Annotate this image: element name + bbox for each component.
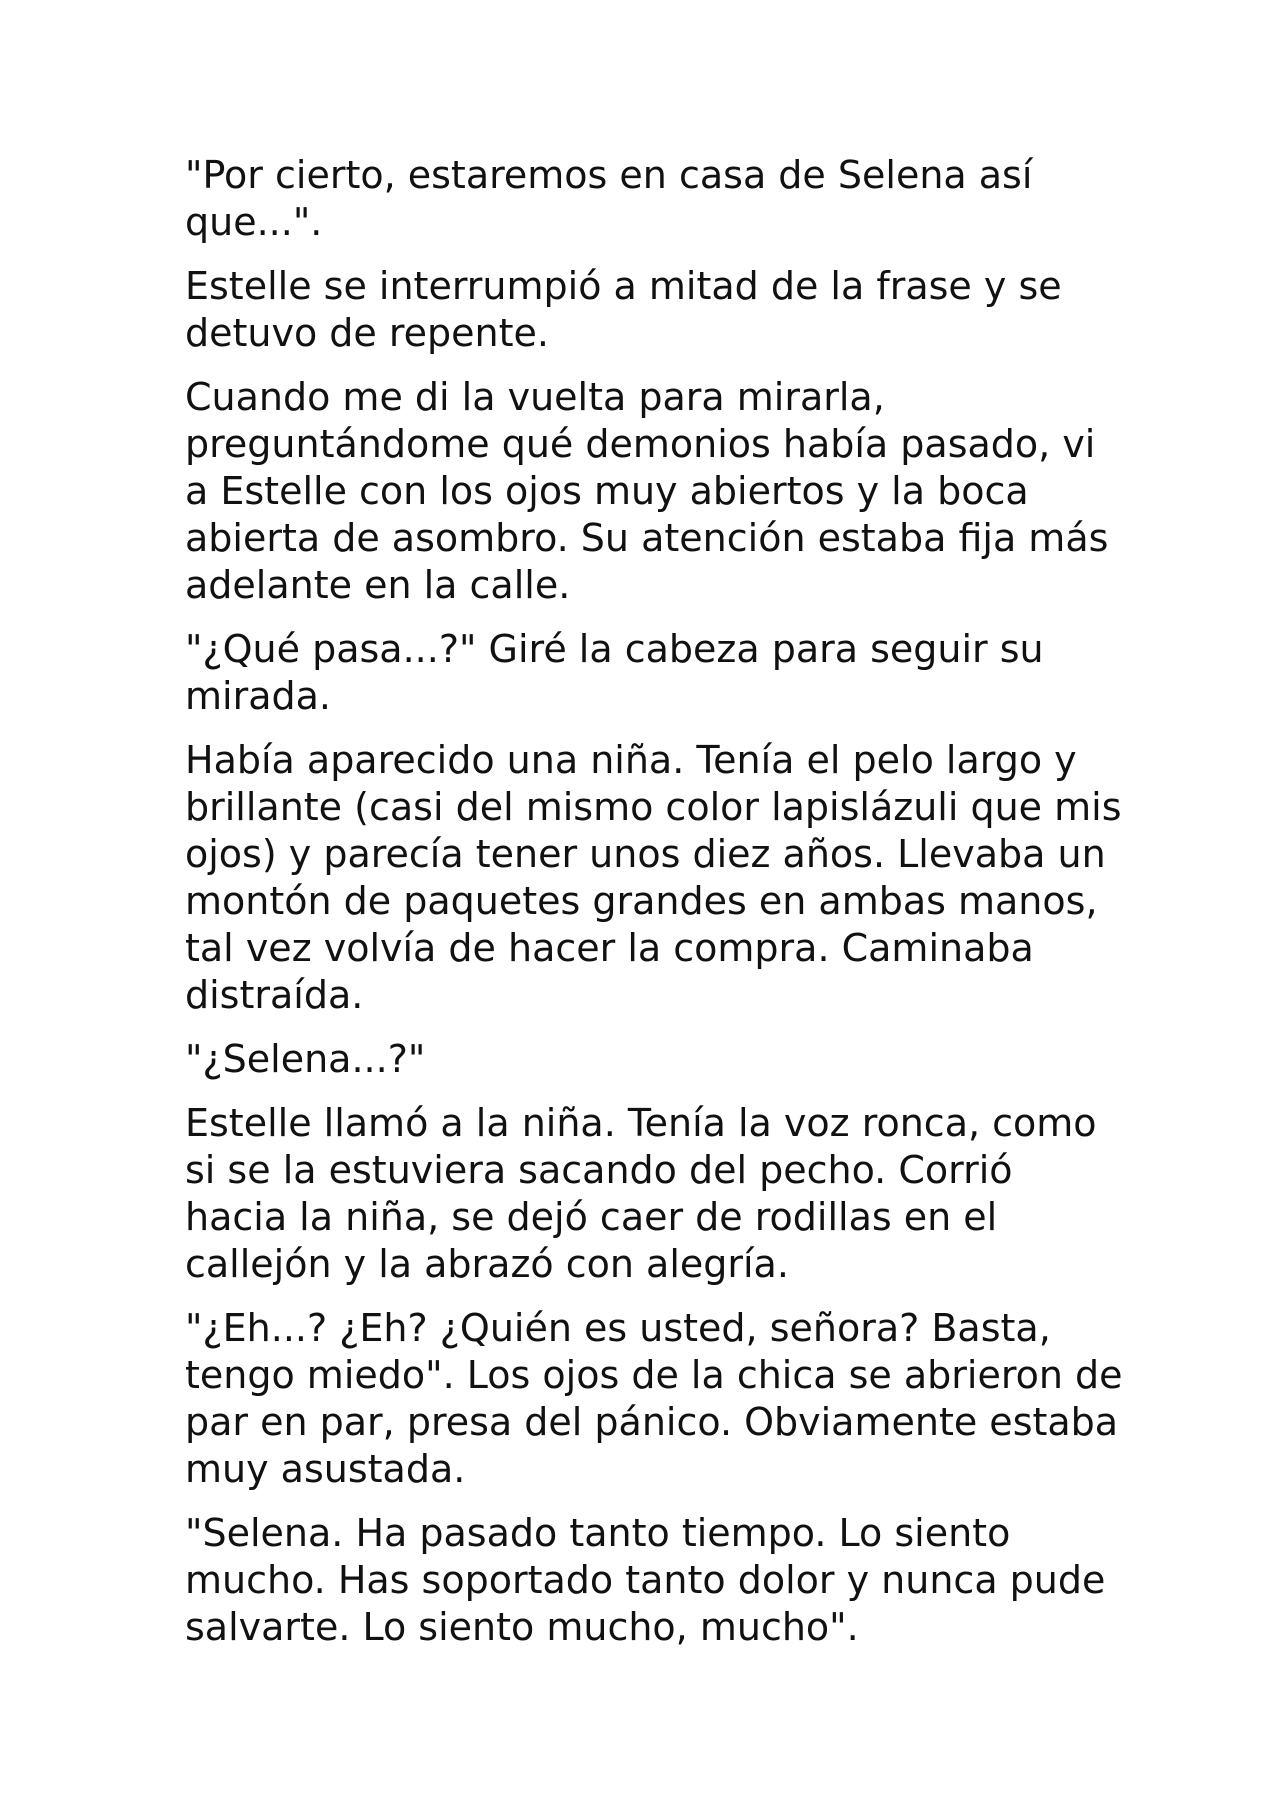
paragraph: "¿Selena...?"	[185, 1037, 426, 1081]
paragraph: "Selena. Ha pasado tanto tiempo. Lo siento mucho. Has soportado tanto dolor y nunca pude salvarte. Lo siento mucho, mucho".	[185, 1511, 1106, 1649]
paragraph: "Por cierto, estaremos en casa de Selena así que...".	[185, 153, 1033, 244]
paragraph: "¿Qué pasa...?" Giré la cabeza para seguir su mirada.	[185, 627, 1044, 718]
paragraph: Estelle llamó a la niña. Tenía la voz ronca, como si se la estuviera sacando del pecho. Corrió hacia la niña, se dejó caer de rodillas en el callejón y la abrazó con alegría.	[185, 1101, 1097, 1286]
text-column	[185, 152, 1125, 1668]
paragraph: "¿Eh...? ¿Eh? ¿Quién es usted, señora? Basta, tengo miedo". Los ojos de la chica se abrieron de par en par, presa del pánico. Obviamente estaba muy asustada.	[185, 1306, 1123, 1491]
paragraph: Había aparecido una niña. Tenía el pelo largo y brillante (casi del mismo color lapislázuli que mis ojos) y parecía tener unos diez años. Llevaba un montón de paquetes grandes en ambas manos, tal vez volvía de hacer la compra. Caminaba distraída.	[185, 738, 1122, 1017]
paragraph: Estelle se interrumpió a mitad de la frase y se detuvo de repente.	[185, 264, 1062, 355]
paragraph: Cuando me di la vuelta para mirarla, preguntándome qué demonios había pasado, vi a Estelle con los ojos muy abiertos y la boca abierta de asombro. Su atención estaba fija más adelante en la calle.	[185, 375, 1109, 607]
